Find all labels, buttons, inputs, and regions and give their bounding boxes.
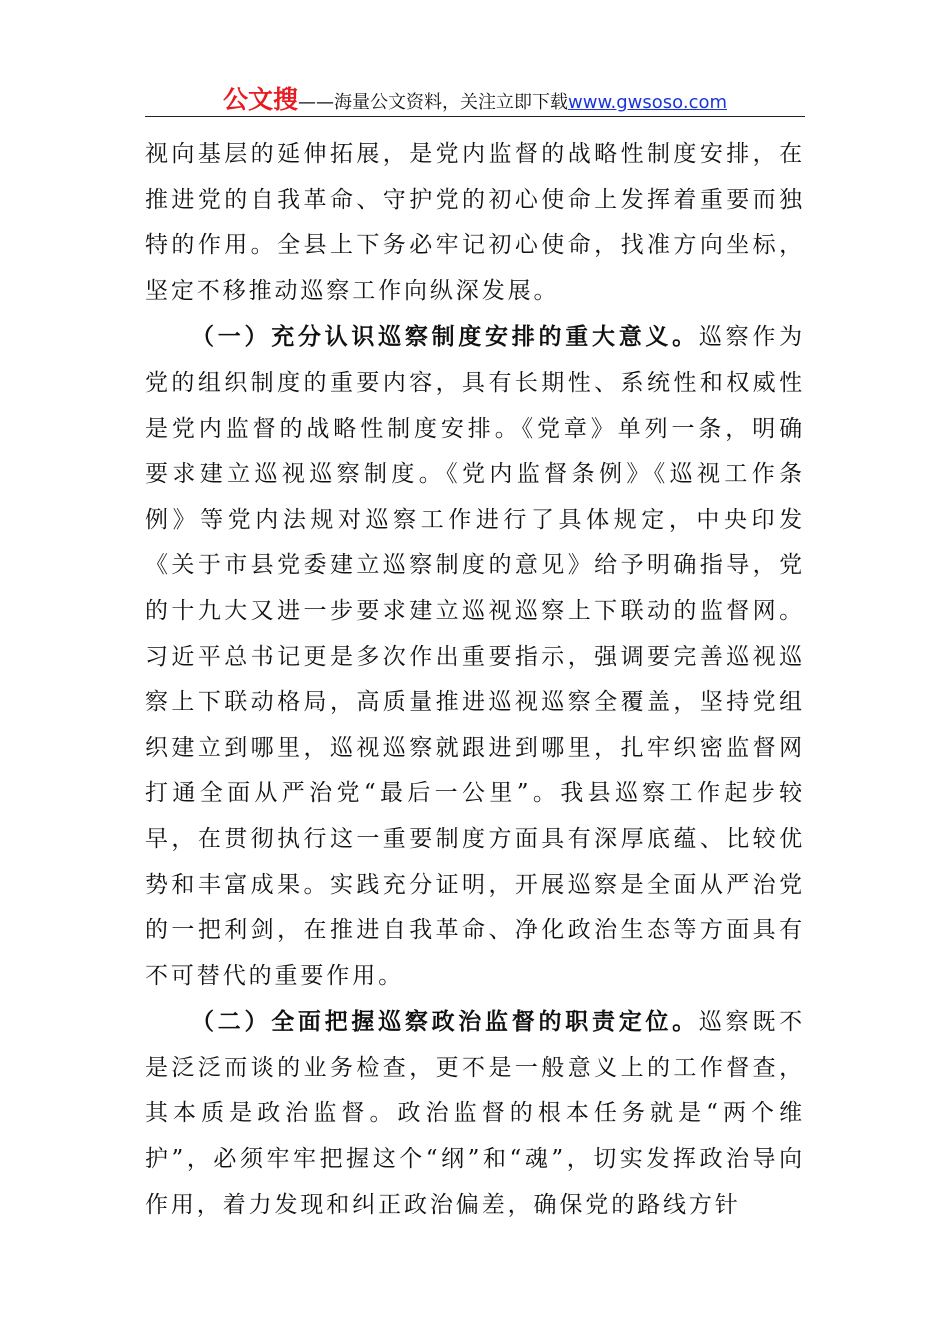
paragraph-section-2 — [145, 999, 805, 1228]
section-heading: （二）全面把握巡察政治监督的职责定位。 — [191, 1008, 699, 1036]
document-body — [145, 132, 805, 1228]
paragraph-text: 视向基层的延伸拓展，是党内监督的战略性制度安排，在推进党的自我革命、守护党的初心使命上发挥着重要而独特的作用。全县上下务必牢记初心使命，找准方向坐标，坚定不移推动巡察工作向纵深发展。 — [145, 141, 805, 304]
paragraph-continuation — [145, 132, 805, 314]
paragraph-section-1 — [145, 314, 805, 999]
brand-logo: 公文搜 — [222, 85, 298, 114]
paragraph-text: 巡察既不是泛泛而谈的业务检查，更不是一般意义上的工作督查，其本质是政治监督。政治监督的根本任务就是“两个维护”，必须牢牢把握这个“纲”和“魂”，切实发挥政治导向作用，着力发现和纠正政治偏差，确保党的路线方针 — [145, 1009, 805, 1218]
header-tagline: ——海量公文资料，关注立即下载 — [298, 92, 568, 113]
section-heading: （一）充分认识巡察制度安排的重大意义。 — [191, 323, 699, 351]
page-header — [145, 80, 805, 116]
header-url-link[interactable]: www.gwsoso.com — [568, 92, 728, 113]
paragraph-text: 巡察作为党的组织制度的重要内容，具有长期性、系统性和权威性是党内监督的战略性制度安排。《党章》单列一条，明确要求建立巡视巡察制度。《党内监督条例》《巡视工作条例》等党内法规对巡察工作进行了具体规定，中央印发《关于市县党委建立巡察制度的意见》给予明确指导，党的十九大又进一步要求建立巡视巡察上下联动的监督网。习近平总书记更是多次作出重要指示，强调要完善巡视巡察上下联动格局，高质量推进巡视巡察全覆盖，坚持党组织建立到哪里，巡视巡察就跟进到哪里，扎牢织密监督网打通全面从严治党“最后一公里”。我县巡察工作起步较早，在贯彻执行这一重要制度方面具有深厚底蕴、比较优势和丰富成果。实践充分证明，开展巡察是全面从严治党的一把利剑，在推进自我革命、净化政治生态等方面具有不可替代的重要作用。 — [145, 324, 805, 989]
header-divider — [145, 116, 805, 117]
